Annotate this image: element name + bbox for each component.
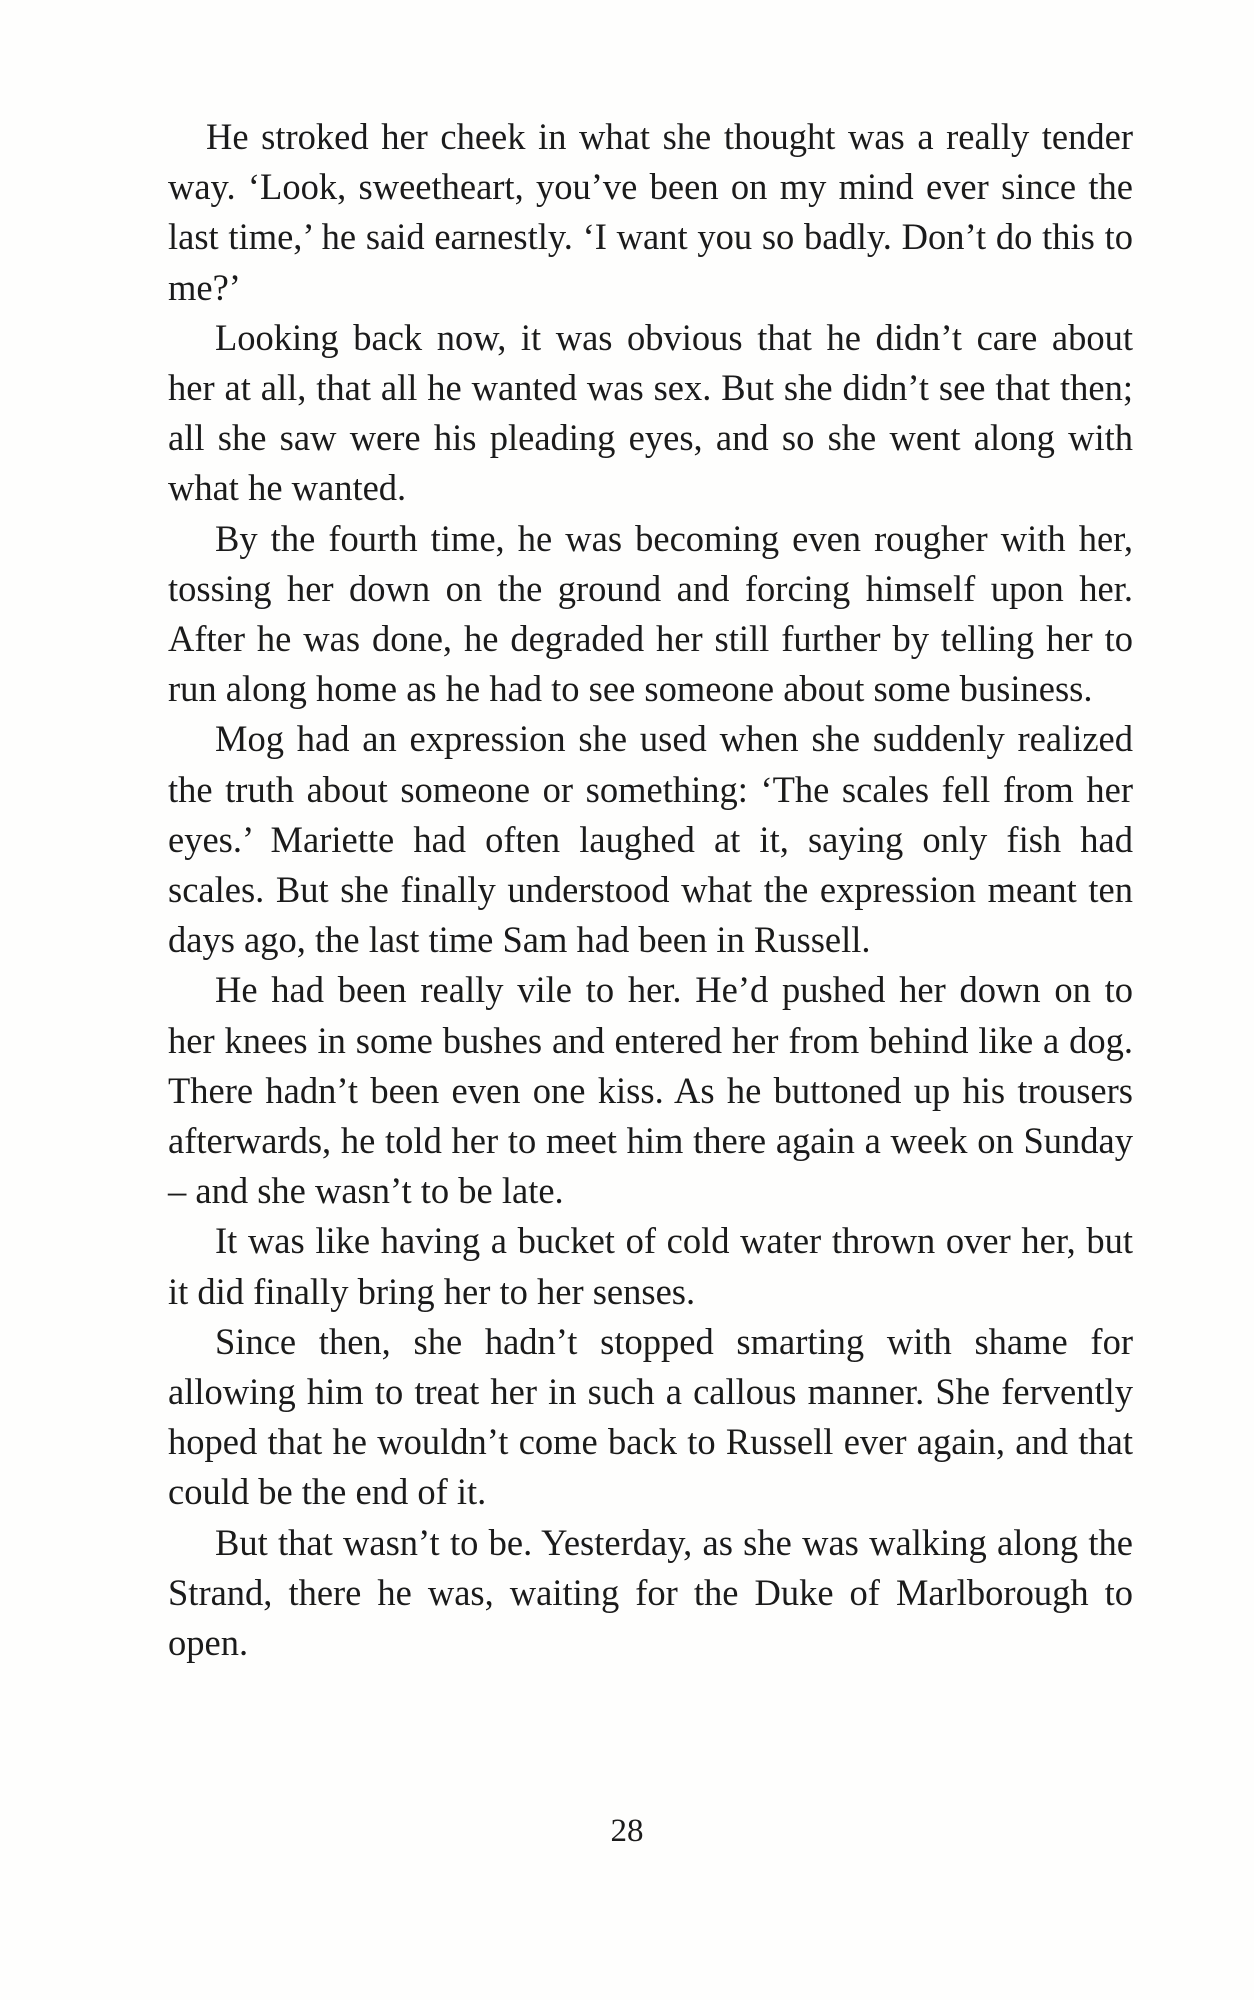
body-text (168, 112, 1133, 1668)
paragraph-8: But that wasn’t to be. Yesterday, as she was walking along the Strand, there he was, waiting for the Duke of Marlborough to open. (168, 1521, 1133, 1664)
paragraph-1: He stroked her cheek in what she thought was a really tender way. ‘Look, sweetheart, you’ve been on my mind ever since the last time,’ he said earnestly. ‘I want you so badly. Don’t do this to me?’ (168, 116, 1133, 308)
paragraph-3: By the fourth time, he was becoming even rougher with her, tossing her down on the ground and forcing himself upon her. After he was done, he degraded her still further by telling her to run along home as he had to see someone about some business. (168, 517, 1133, 710)
paragraph-2: Looking back now, it was obvious that he didn’t care about her at all, that all he wanted was sex. But she didn’t see that then; all she saw were his pleading eyes, and so she went along with what he wanted. (168, 316, 1133, 509)
page-number: 28 (610, 1813, 644, 1849)
paragraph-6: It was like having a bucket of cold water thrown over her, but it did finally bring her to her senses. (168, 1220, 1133, 1312)
paragraph-7: Since then, she hadn’t stopped smarting with shame for allowing him to treat her in such a callous manner. She fervently hoped that he wouldn’t come back to Russell ever again, and that could be the end of it. (168, 1320, 1133, 1513)
paragraph-5: He had been really vile to her. He’d pushed her down on to her knees in some bushes and entered her from behind like a dog. There hadn’t been even one kiss. As he buttoned up his trousers afterwards, he told her to meet him there again a week on Sunday – and she wasn’t to be late. (168, 969, 1133, 1212)
paragraph-4: Mog had an expression she used when she suddenly realized the truth about someone or something: ‘The scales fell from her eyes.’ Mariette had often laughed at it, saying only fish had scales. But she finally understood what the expression meant ten days ago, the last time Sam had been in Russell. (168, 718, 1133, 961)
